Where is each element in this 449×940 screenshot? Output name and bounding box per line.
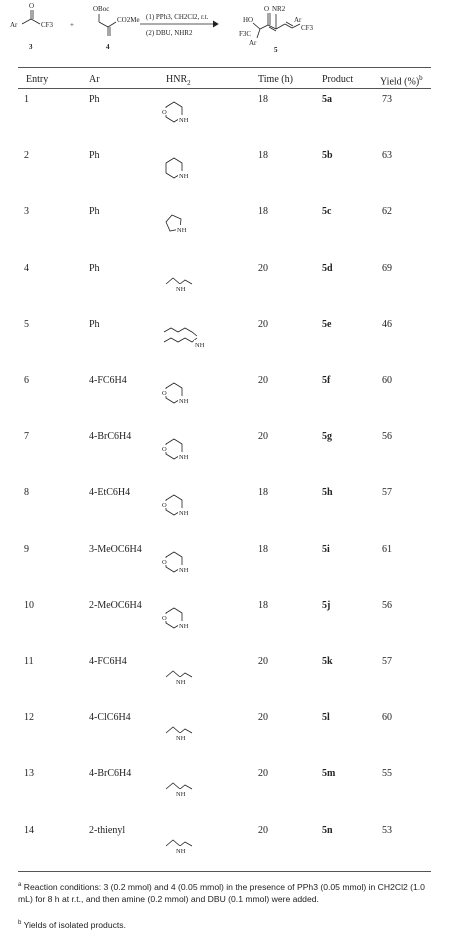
entry-cell: 9 bbox=[24, 543, 29, 555]
header-amine: $HNR_2$ bbox=[166, 74, 191, 87]
svg-text:NH: NH bbox=[176, 735, 186, 743]
yield-cell: 61 bbox=[382, 543, 392, 555]
product-cell: 5m bbox=[322, 768, 336, 780]
svg-text:NH: NH bbox=[179, 173, 189, 181]
svg-text:NH: NH bbox=[179, 454, 189, 462]
scheme-label-3: 3 bbox=[29, 43, 33, 51]
svg-text:NH: NH bbox=[195, 341, 205, 349]
product-cell: 5k bbox=[322, 656, 333, 667]
product-cell: 5n bbox=[322, 824, 333, 836]
product-cell: 5h bbox=[322, 487, 333, 499]
amine-structure-diethylamine bbox=[160, 659, 200, 693]
amine-structure-morpholine bbox=[160, 97, 200, 131]
svg-text:NH: NH bbox=[179, 510, 189, 518]
scheme-5-o: O bbox=[264, 5, 270, 13]
yield-cell: 53 bbox=[382, 824, 392, 836]
scheme-4-oboc: OBoc bbox=[93, 5, 110, 13]
entry-cell: 3 bbox=[24, 206, 29, 218]
ar-cell: 4-FC6H4 bbox=[89, 375, 127, 386]
yield-cell: 73 bbox=[382, 94, 392, 105]
ar-cell: 4-EtC6H4 bbox=[89, 487, 131, 499]
footnote-b bbox=[18, 917, 430, 931]
scheme-conditions-2: (2) DBU, NHR2 bbox=[146, 29, 193, 37]
svg-text:NH: NH bbox=[176, 285, 186, 293]
svg-text:NH: NH bbox=[176, 791, 186, 799]
time-cell: 20 bbox=[258, 375, 268, 386]
svg-text:NH: NH bbox=[179, 117, 189, 124]
svg-text:NH: NH bbox=[179, 398, 189, 405]
ar-cell: Ph bbox=[89, 318, 100, 330]
yield-cell: 46 bbox=[382, 318, 392, 330]
amine-structure-diethylamine bbox=[160, 715, 200, 749]
time-cell: 20 bbox=[258, 318, 268, 330]
time-cell: 18 bbox=[258, 206, 268, 218]
time-cell: 18 bbox=[258, 543, 268, 555]
footnote-a-mark: a bbox=[18, 882, 22, 888]
amine-structure-pyrrolidine bbox=[160, 209, 200, 243]
time-cell: 20 bbox=[258, 712, 268, 724]
entry-cell: 1 bbox=[24, 94, 29, 105]
product-cell: 5l bbox=[322, 712, 330, 724]
ar-cell: Ph bbox=[89, 262, 100, 274]
product-cell: 5c bbox=[322, 206, 332, 218]
time-cell: 20 bbox=[258, 431, 268, 443]
yield-cell: 56 bbox=[382, 431, 392, 443]
yield-cell: 56 bbox=[382, 599, 392, 611]
scheme-3-o: O bbox=[29, 2, 35, 10]
ar-cell: Ph bbox=[89, 150, 100, 162]
header-yield-text: Yield (%) bbox=[380, 76, 420, 88]
entry-cell: 10 bbox=[24, 599, 34, 611]
header-entry: Entry bbox=[26, 74, 49, 85]
product-cell: 5g bbox=[322, 431, 332, 443]
product-cell: 5d bbox=[322, 262, 333, 274]
header-yield bbox=[380, 74, 423, 87]
scheme-5-f3c: F3C bbox=[239, 30, 252, 38]
footnote-a bbox=[18, 879, 430, 905]
svg-text:O: O bbox=[162, 558, 167, 566]
table-top-rule bbox=[18, 67, 431, 68]
yield-cell: 62 bbox=[382, 206, 392, 218]
header-yield-sup: b bbox=[419, 74, 423, 82]
amine-structure-diethylamine bbox=[160, 771, 200, 805]
entry-cell: 12 bbox=[24, 712, 34, 724]
header-product: Product bbox=[322, 74, 354, 85]
scheme-5-ho: HO bbox=[243, 16, 254, 24]
entry-cell: 7 bbox=[24, 431, 29, 443]
svg-text:NH: NH bbox=[179, 566, 189, 574]
footnote-a-text: Reaction conditions: 3 (0.2 mmol) and 4 (0.05 mmol) in the presence of PPh3 (0.05 mmol) in CH2Cl2 (1.0 mL) for 8 h at r.t., and then amine (0.2 mmol) and DBU (0.1 mmol) were added. bbox=[18, 881, 425, 904]
svg-text:O: O bbox=[162, 502, 167, 510]
amine-structure-morpholine bbox=[160, 603, 200, 637]
reaction-scheme bbox=[0, 0, 449, 62]
amine-structure-morpholine bbox=[160, 378, 200, 412]
table-bottom-rule bbox=[18, 871, 431, 872]
scheme-3-cf3: CF3 bbox=[41, 21, 54, 29]
time-cell: 18 bbox=[258, 599, 268, 611]
amine-structure-dibutylamine bbox=[160, 322, 220, 356]
svg-text:NH: NH bbox=[179, 622, 189, 630]
product-cell: 5i bbox=[322, 543, 330, 555]
ar-cell: 4-ClC6H4 bbox=[89, 712, 131, 724]
svg-text:O: O bbox=[162, 614, 167, 622]
time-cell: 20 bbox=[258, 824, 268, 836]
scheme-label-4: 4 bbox=[106, 43, 110, 51]
yield-cell: 57 bbox=[382, 487, 392, 499]
yield-cell: 60 bbox=[382, 712, 392, 724]
product-cell: 5j bbox=[322, 599, 331, 611]
time-cell: 18 bbox=[258, 94, 268, 105]
amine-structure-morpholine bbox=[160, 490, 200, 524]
entry-cell: 5 bbox=[24, 318, 29, 330]
scheme-5-nr2: NR2 bbox=[272, 5, 286, 13]
svg-text:O: O bbox=[162, 390, 167, 397]
header-time: Time (h) bbox=[258, 74, 293, 85]
yield-cell: 60 bbox=[382, 375, 392, 386]
footnote-b-mark: b bbox=[18, 920, 22, 926]
header-ar: Ar bbox=[89, 74, 100, 85]
entry-cell: 8 bbox=[24, 487, 29, 499]
footnote-b-text: Yields of isolated products. bbox=[23, 919, 126, 930]
svg-text:O: O bbox=[162, 109, 167, 116]
yield-cell: 63 bbox=[382, 150, 392, 162]
ar-cell: 4-FC6H4 bbox=[89, 656, 127, 667]
entry-cell: 11 bbox=[24, 656, 34, 667]
scheme-conditions-1: (1) PPh3, CH2Cl2, r.t. bbox=[146, 13, 209, 21]
amine-structure-diethylamine bbox=[160, 266, 200, 300]
product-cell: 5b bbox=[322, 150, 333, 162]
ar-cell: 3-MeOC6H4 bbox=[89, 543, 142, 555]
ar-cell: Ph bbox=[89, 94, 100, 105]
entry-cell: 2 bbox=[24, 150, 29, 162]
scheme-plus: + bbox=[70, 21, 74, 29]
yield-cell: 69 bbox=[382, 262, 392, 274]
yield-cell: 57 bbox=[382, 656, 392, 667]
yield-cell: 55 bbox=[382, 768, 392, 780]
amine-structure-piperidine bbox=[160, 153, 200, 187]
entry-cell: 6 bbox=[24, 375, 29, 386]
ar-cell: 2-MeOC6H4 bbox=[89, 599, 142, 611]
time-cell: 18 bbox=[258, 150, 268, 162]
scheme-5-cf3: CF3 bbox=[301, 24, 314, 32]
table-header-rule bbox=[18, 88, 431, 89]
scheme-5-ar2: Ar bbox=[294, 16, 302, 24]
product-cell: 5f bbox=[322, 375, 331, 386]
svg-text:NH: NH bbox=[176, 847, 186, 855]
product-cell: 5e bbox=[322, 318, 332, 330]
product-cell: 5a bbox=[322, 94, 332, 105]
entry-cell: 13 bbox=[24, 768, 34, 780]
entry-cell: 14 bbox=[24, 824, 34, 836]
svg-text:NH: NH bbox=[177, 227, 187, 235]
svg-text:O: O bbox=[162, 446, 167, 454]
amine-structure-diethylamine bbox=[160, 828, 200, 862]
ar-cell: 4-BrC6H4 bbox=[89, 768, 132, 780]
entry-cell: 4 bbox=[24, 262, 29, 274]
svg-text:NH: NH bbox=[176, 679, 186, 686]
time-cell: 20 bbox=[258, 656, 268, 667]
scheme-3-ar: Ar bbox=[10, 21, 18, 29]
time-cell: 20 bbox=[258, 768, 268, 780]
amine-structure-morpholine bbox=[160, 547, 200, 581]
scheme-5-ar1: Ar bbox=[249, 39, 257, 47]
ar-cell: Ph bbox=[89, 206, 100, 218]
time-cell: 18 bbox=[258, 487, 268, 499]
time-cell: 20 bbox=[258, 262, 268, 274]
scheme-label-5: 5 bbox=[274, 46, 278, 54]
ar-cell: 4-BrC6H4 bbox=[89, 431, 132, 443]
amine-structure-morpholine bbox=[160, 434, 200, 468]
ar-cell: 2-thienyl bbox=[89, 824, 126, 836]
scheme-4-co2me: CO2Me bbox=[117, 16, 140, 24]
